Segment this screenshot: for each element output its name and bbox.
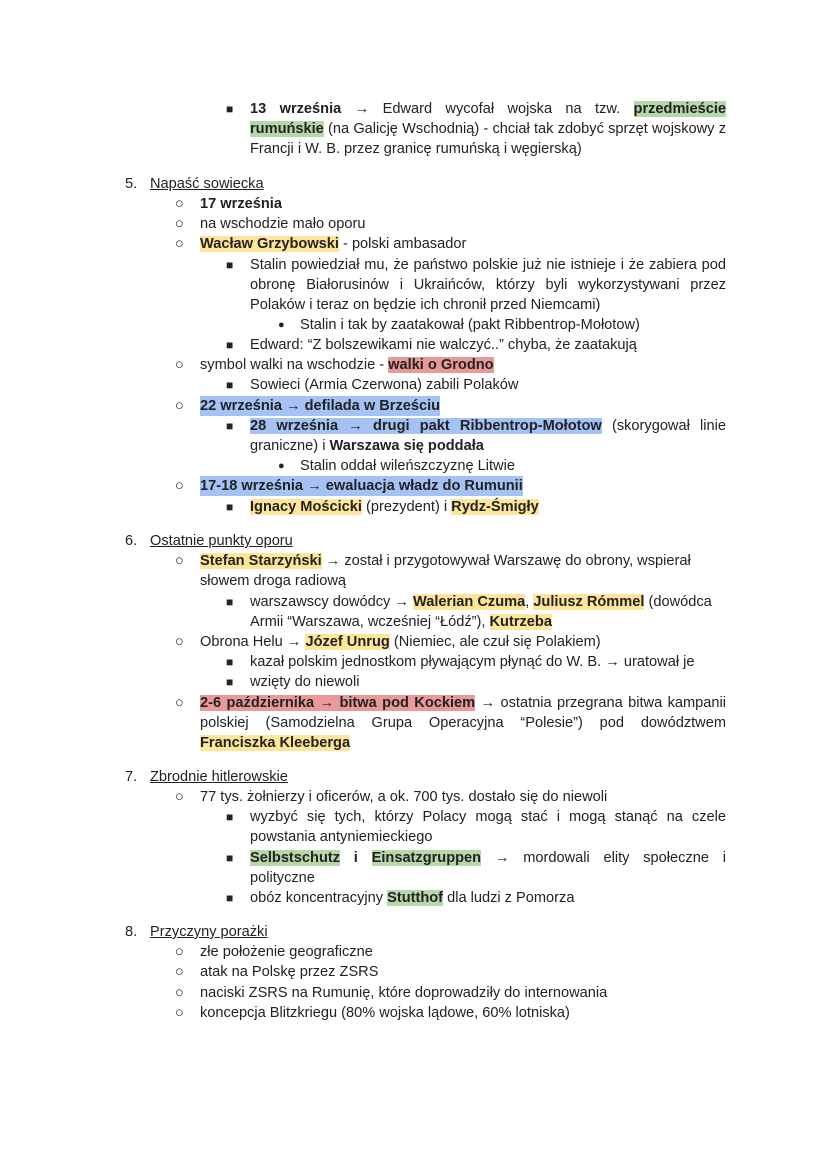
text: → mordowali elity społeczne i polityczne (250, 850, 726, 886)
text: warszawscy dowódcy → (250, 594, 414, 610)
circle-bullet: ○ (175, 357, 184, 373)
square-bullet: ■ (226, 891, 234, 905)
square-bullet: ■ (226, 378, 234, 392)
s5-item-2: na wschodzie mało oporu (200, 216, 366, 232)
text: obóz koncentracyjny (250, 890, 388, 906)
s5-item-3-dot: Stalin i tak by zaatakował (pakt Ribbentrop-Mołotow) (300, 317, 640, 333)
s5-item-5-dot: Stalin oddał wileńszczyznę Litwie (300, 458, 515, 474)
square-bullet: ■ (226, 595, 234, 609)
highlight-pakt: 28 września → drugi pakt Ribbentrop-Mołotow (250, 418, 602, 434)
s8-item-4: koncepcja Blitzkriegu (80% wojska lądowe, 60% lotniska) (200, 1005, 570, 1021)
s8-item-2: atak na Polskę przez ZSRS (200, 964, 379, 980)
circle-bullet: ○ (175, 985, 184, 1001)
text: → ostatnia przegrana bitwa kampanii polskiej (Samodzielna Grupa Operacyjna “Polesie”) pod dowództwem (200, 695, 726, 731)
s5-item-5-sub (250, 416, 726, 456)
section-number-8: 8. (125, 924, 138, 940)
circle-bullet: ○ (175, 553, 184, 569)
circle-bullet: ○ (175, 789, 184, 805)
s5-item-4-sub: Sowieci (Armia Czerwona) zabili Polaków (250, 377, 519, 393)
circle-bullet: ○ (175, 964, 184, 980)
square-bullet: ■ (226, 500, 234, 514)
section-number-5: 5. (125, 176, 138, 192)
first-paragraph (250, 99, 726, 159)
s6-item-2-sub-1: kazał polskim jednostkom pływającym płynąć do W. B. → uratował je (250, 654, 695, 670)
s6-item-3 (200, 693, 726, 753)
section-title-8: Przyczyny porażki (150, 924, 268, 940)
highlight-kleeberg: Franciszka Kleeberga (200, 735, 351, 751)
text: Obrona Helu → (200, 634, 306, 650)
text: (na Galicję Wschodnią) - chciał tak zdobyć sprzęt wojskowy z Francji i W. B. przez granicę rumuńską i węgierską) (250, 121, 726, 157)
date-13-september: 13 września (250, 101, 342, 117)
section-title-7: Zbrodnie hitlerowskie (150, 769, 288, 785)
square-bullet: ■ (226, 419, 234, 433)
s8-item-1: złe położenie geograficzne (200, 944, 373, 960)
circle-bullet: ○ (175, 398, 184, 414)
highlight-moscicki: Ignacy Mościcki (250, 499, 362, 515)
dot-bullet: ● (278, 460, 285, 472)
circle-bullet: ○ (175, 196, 184, 212)
text: Edward wycofał wojska na tzw. (369, 101, 634, 117)
highlight-selbstschutz: Selbstschutz (250, 850, 341, 866)
s7-item-1: 77 tys. żołnierzy i oficerów, a ok. 700 tys. dostało się do niewoli (200, 789, 608, 805)
circle-bullet: ○ (175, 236, 184, 252)
s6-item-1-sub (250, 592, 726, 632)
s8-item-3: naciski ZSRS na Rumunię, które doprowadziły do internowania (200, 985, 608, 1001)
highlight-defilada: 22 września → defilada w Brześciu (200, 398, 441, 414)
square-bullet: ■ (226, 851, 234, 865)
circle-bullet: ○ (175, 944, 184, 960)
text: i (340, 850, 372, 866)
text: (prezydent) i (361, 499, 452, 515)
highlight-starzynski: Stefan Starzyński (200, 553, 322, 569)
text: (dowódca Armii “Warszawa, wcześniej “Łódź”), (250, 594, 712, 630)
text: → został i przygotowywał Warszawę do obrony, wspierał słowem droga radiową (200, 553, 691, 589)
bold-warszawa: Warszawa się poddała (329, 438, 484, 454)
circle-bullet: ○ (175, 695, 184, 711)
dot-bullet: ● (278, 319, 285, 331)
text: (Niemiec, ale czuł się Polakiem) (389, 634, 601, 650)
highlight-rydz: Rydz-Śmigły (451, 499, 539, 515)
circle-bullet: ○ (175, 478, 184, 494)
s7-sub-1: wyzbyć się tych, którzy Polacy mogą stać i mogą stanąć na czele powstania antyniemieckiego (250, 809, 726, 845)
text: , (525, 594, 534, 610)
arrow: → (354, 101, 370, 117)
s7-sub-2 (250, 848, 726, 888)
highlight-unrug: Józef Unrug (305, 634, 390, 650)
text: - polski ambasador (338, 236, 467, 252)
highlight-grodno: walki o Grodno (388, 357, 494, 373)
square-bullet: ■ (226, 102, 234, 116)
s5-item-1: 17 września (200, 196, 282, 212)
s7-sub-3 (250, 888, 574, 908)
s5-item-4 (200, 355, 494, 375)
square-bullet: ■ (226, 338, 234, 352)
square-bullet: ■ (226, 675, 234, 689)
square-bullet: ■ (226, 258, 234, 272)
s6-item-2-sub-2: wzięty do niewoli (250, 674, 360, 690)
highlight-czuma: Walerian Czuma (413, 594, 526, 610)
square-bullet: ■ (226, 655, 234, 669)
circle-bullet: ○ (175, 216, 184, 232)
s6-item-1 (200, 551, 726, 591)
section-number-7: 7. (125, 769, 138, 785)
highlight-ewaluacja: 17-18 września → ewaluacja władz do Rumunii (200, 478, 523, 494)
highlight-stutthof: Stutthof (387, 890, 444, 906)
section-number-6: 6. (125, 533, 138, 549)
highlight-przedmiescie: przedmieście rumuńskie (250, 101, 727, 137)
circle-bullet: ○ (175, 634, 184, 650)
section-title-5: Napaść sowiecka (150, 176, 264, 192)
highlight-kutrzeba: Kutrzeba (489, 614, 552, 630)
highlight-grzybowski: Wacław Grzybowski (200, 236, 339, 252)
circle-bullet: ○ (175, 1005, 184, 1021)
s5-item-3-sub-1: Stalin powiedział mu, że państwo polskie już nie istnieje i że zabiera pod obronę Białorusinów i Ukraińców, którzy byli wykorzystywani przez Polaków i teraz on będzie ich chronił przed Niemcami) (250, 257, 726, 313)
highlight-kock: 2-6 października → bitwa pod Kockiem (200, 695, 476, 711)
section-title-6: Ostatnie punkty oporu (150, 533, 293, 549)
s6-item-2 (200, 632, 601, 652)
s5-item-3-sub-2: Edward: “Z bolszewikami nie walczyć..” chyba, że zaatakują (250, 337, 637, 353)
highlight-einsatzgruppen: Einsatzgruppen (371, 850, 482, 866)
text: dla ludzi z Pomorza (443, 890, 575, 906)
text: (skorygował linie graniczne) i (250, 418, 726, 454)
highlight-rommel: Juliusz Rómmel (533, 594, 645, 610)
s5-item-6-sub (250, 497, 539, 517)
text: symbol walki na wschodzie - (200, 357, 389, 373)
square-bullet: ■ (226, 810, 234, 824)
s5-item-3 (200, 234, 466, 254)
